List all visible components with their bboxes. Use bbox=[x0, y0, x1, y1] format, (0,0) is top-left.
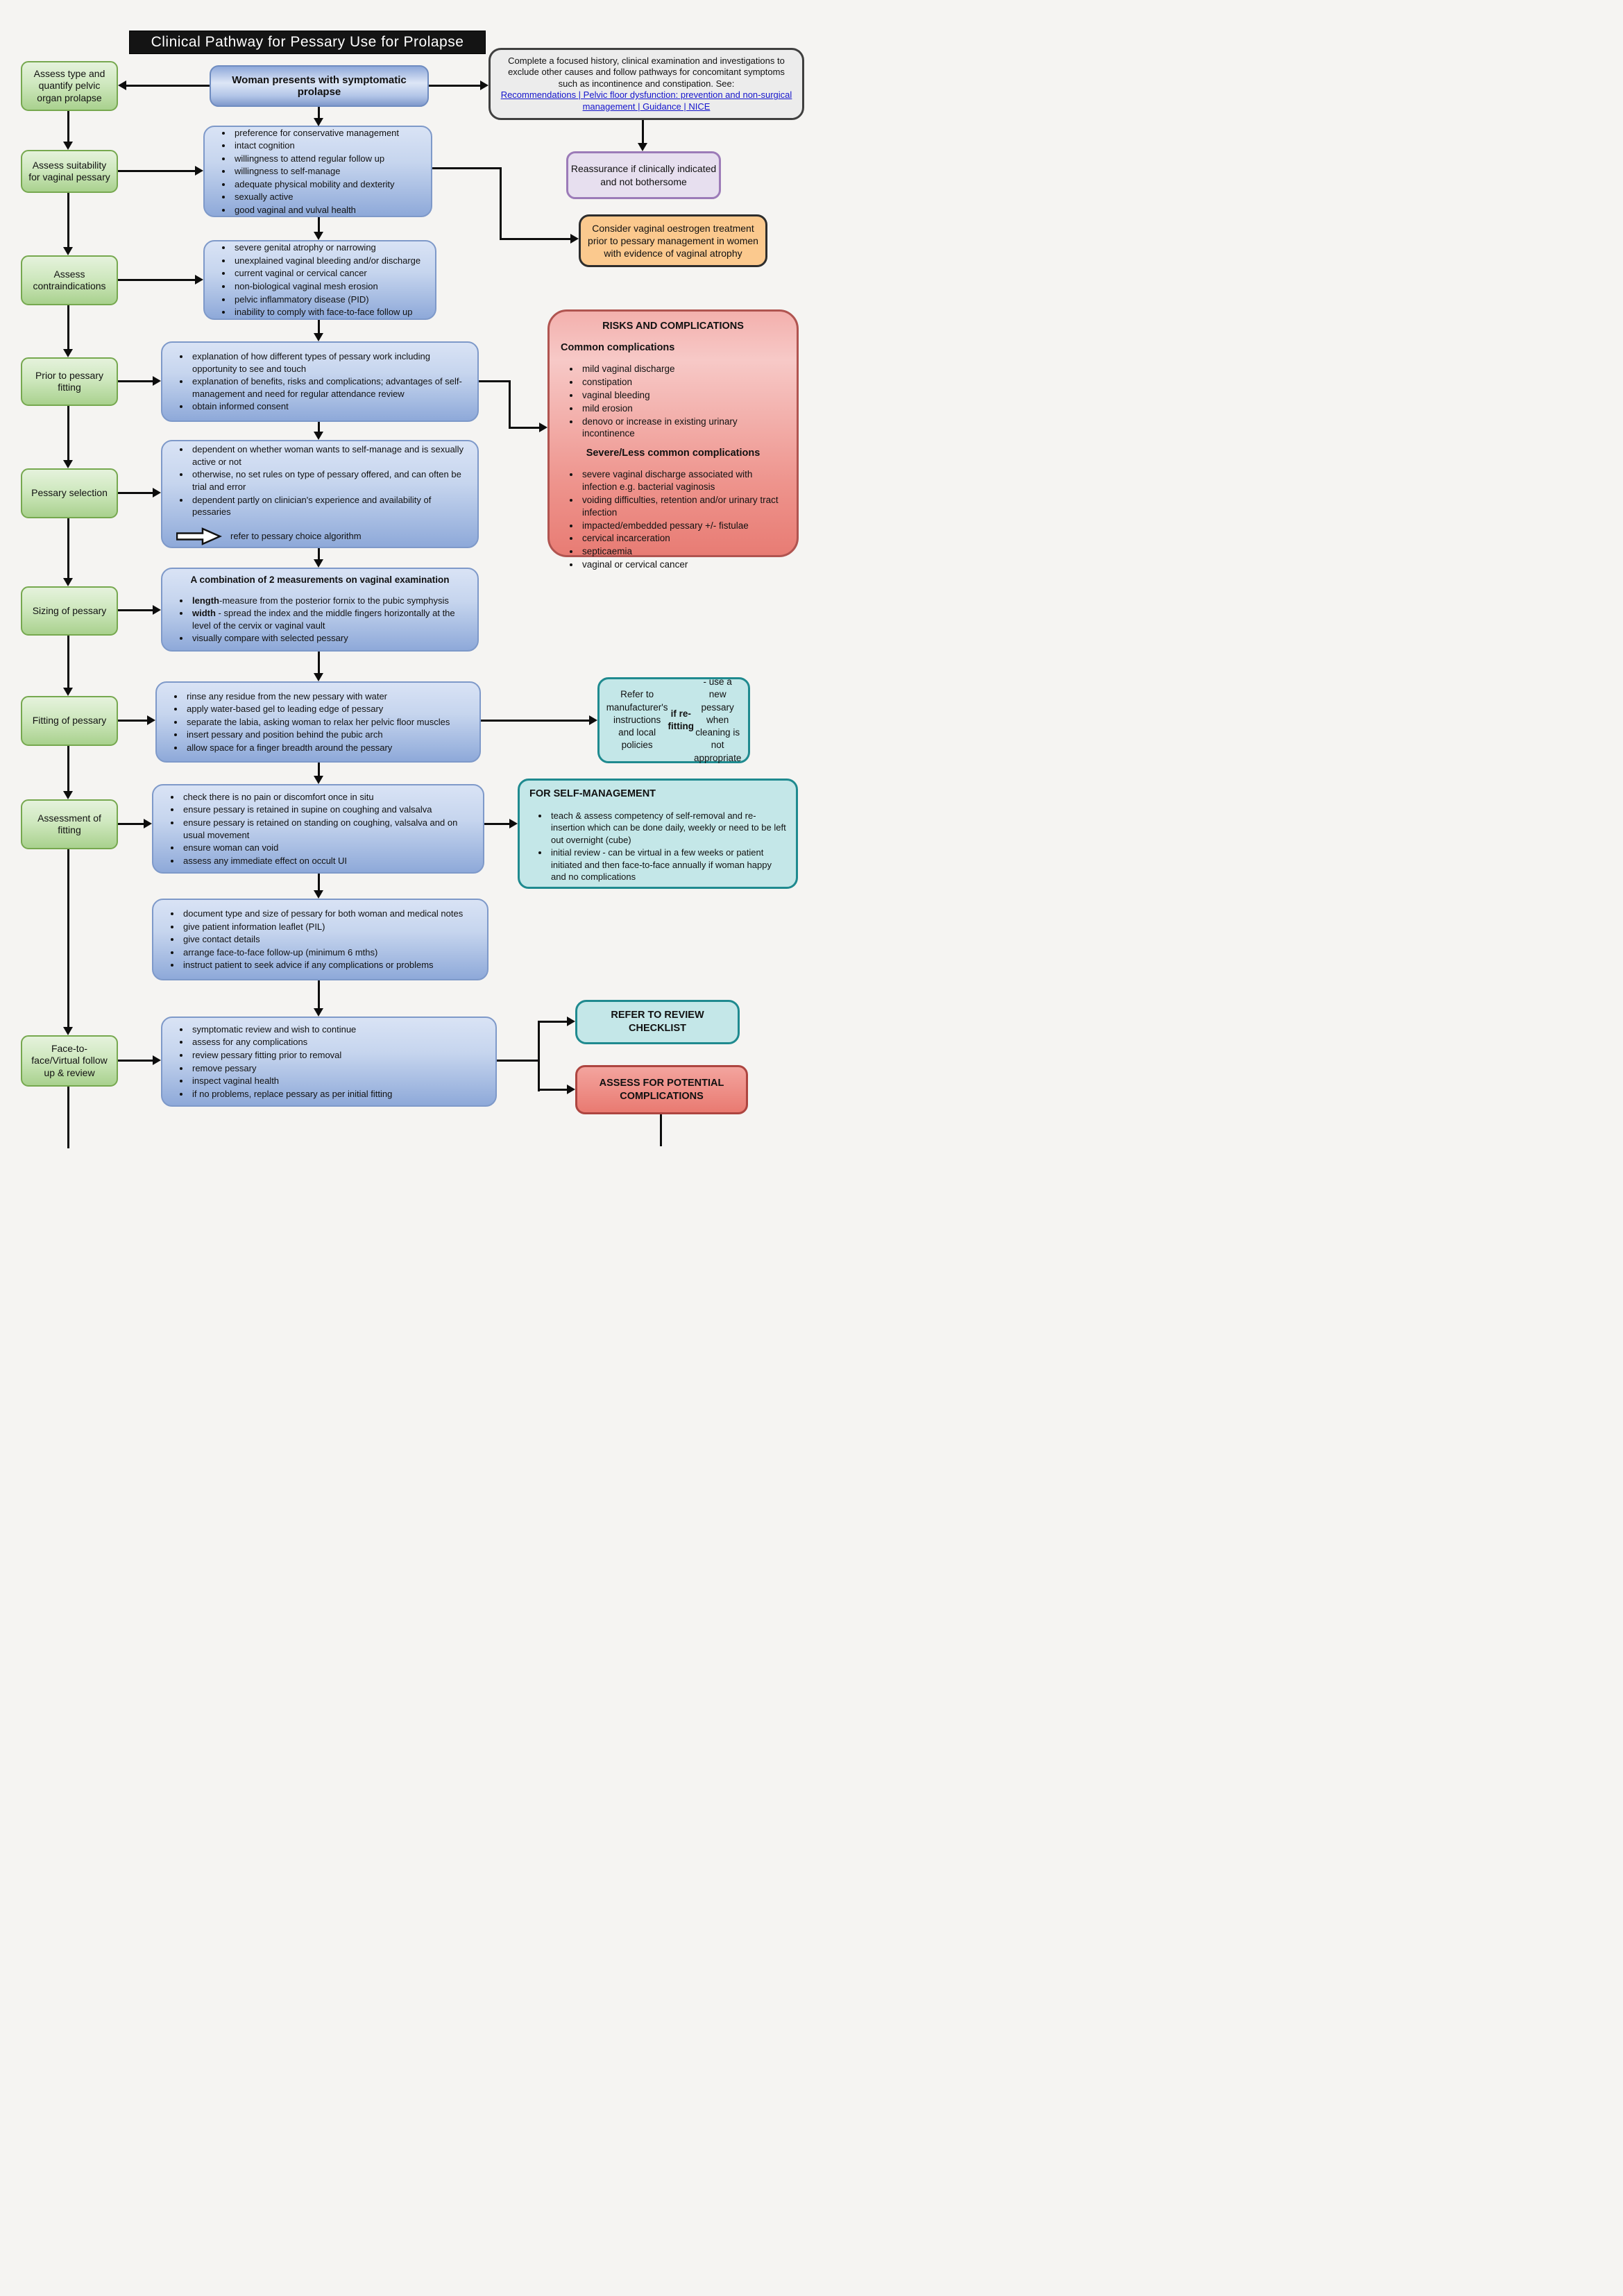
node-followup-review: Face-to-face/Virtual follow up & review bbox=[21, 1035, 118, 1087]
bullet-item: • ensure pessary is retained in supine on coughing and valsalva bbox=[181, 803, 475, 816]
node-fitting: Fitting of pessary bbox=[21, 696, 118, 746]
connector-line bbox=[500, 167, 502, 239]
arrowhead-right bbox=[195, 275, 203, 284]
bullet-item: • pelvic inflammatory disease (PID) bbox=[232, 294, 427, 306]
connector-line bbox=[126, 85, 210, 87]
connector-line bbox=[318, 422, 320, 432]
connector-line bbox=[538, 1021, 567, 1023]
risks-common-heading: Common complications bbox=[561, 342, 675, 354]
risks-severe-heading: Severe/Less common complications bbox=[586, 448, 760, 459]
detail-assessment bbox=[152, 784, 484, 874]
connector-line bbox=[538, 1021, 540, 1091]
bullet-item: • intact cognition bbox=[232, 139, 423, 152]
bullet-item: • initial review - can be virtual in a few weeks or patient initiated and then face-to-face annually if woman happy and no complications bbox=[549, 847, 786, 883]
arrowhead-right bbox=[153, 605, 161, 615]
node-oestrogen: Consider vaginal oestrogen treatment prior to pessary management in women with evidence of vaginal atrophy bbox=[579, 214, 767, 267]
bullet-item: • voiding difficulties, retention and/or urinary tract infection bbox=[580, 494, 785, 519]
arrowhead-right bbox=[539, 423, 547, 432]
bullet-item: • width - spread the index and the middle fingers horizontally at the level of the cervix or vaginal vault bbox=[190, 607, 469, 631]
bullet-item: • willingness to attend regular follow up bbox=[232, 153, 423, 165]
connector-line bbox=[642, 120, 644, 144]
bullet-list bbox=[162, 790, 475, 867]
node-self-management bbox=[518, 779, 798, 889]
arrowhead-down bbox=[314, 559, 323, 568]
bullet-item: • dependent partly on clinician's experience and availability of pessaries bbox=[190, 494, 469, 518]
bullet-item: • teach & assess competency of self-removal and re-insertion which can be done daily, weekly or need to be left out overnight (cube) bbox=[549, 810, 786, 847]
arrowhead-down bbox=[63, 349, 73, 357]
bullet-item: • assess any immediate effect on occult UI bbox=[181, 855, 475, 867]
detail-review bbox=[161, 1017, 497, 1107]
bullet-item: • cervical incarceration bbox=[580, 532, 785, 545]
arrowhead-down bbox=[314, 232, 323, 240]
arrowhead-down bbox=[63, 247, 73, 255]
bullet-list bbox=[165, 690, 471, 755]
selection-note-row bbox=[176, 527, 469, 545]
arrowhead-right bbox=[153, 488, 161, 498]
connector-line bbox=[67, 1087, 69, 1148]
flowchart-canvas bbox=[0, 0, 812, 1148]
bullet-item: • willingness to self-manage bbox=[232, 165, 423, 178]
bullet-list bbox=[171, 443, 469, 518]
connector-line bbox=[660, 1114, 662, 1146]
bullet-item: • give contact details bbox=[181, 933, 479, 946]
connector-line bbox=[500, 238, 570, 240]
arrowhead-right bbox=[567, 1085, 575, 1094]
bullet-item: • severe genital atrophy or narrowing bbox=[232, 241, 427, 254]
arrowhead-down bbox=[63, 578, 73, 586]
node-assess-type: Assess type and quantify pelvic organ prolapse bbox=[21, 61, 118, 111]
arrowhead-down bbox=[314, 432, 323, 440]
connector-line bbox=[318, 652, 320, 674]
bullet-list bbox=[171, 594, 469, 645]
connector-line bbox=[318, 874, 320, 891]
arrowhead-right bbox=[153, 376, 161, 386]
connector-line bbox=[318, 763, 320, 776]
bullet-list bbox=[529, 810, 786, 883]
connector-line bbox=[67, 305, 69, 350]
bullet-item: • ensure woman can void bbox=[181, 842, 475, 854]
connector-line bbox=[509, 380, 511, 429]
arrowhead-down bbox=[314, 890, 323, 899]
arrowhead-right bbox=[144, 819, 152, 828]
node-manufacturer-instructions: Refer to manufacturer's instructions and local policies if re-fitting - use a new pessary when cleaning is not appropriate bbox=[597, 677, 750, 763]
focused-history-text: Complete a focused history, clinical examination and investigations to exclude other causes and follow pathways for concomitant symptoms such as incontinence and constipation. See: bbox=[508, 56, 785, 89]
bullet-item: • severe vaginal discharge associated with infection e.g. bacterial vaginosis bbox=[580, 468, 785, 493]
arrowhead-down bbox=[63, 142, 73, 150]
connector-line bbox=[67, 849, 69, 1028]
arrowhead-down bbox=[314, 333, 323, 341]
connector-line bbox=[118, 170, 196, 172]
bullet-item: • good vaginal and vulval health bbox=[232, 204, 423, 216]
bullet-item: • sexually active bbox=[232, 191, 423, 203]
bullet-item: • ensure pessary is retained on standing on coughing, valsalva and on usual movement bbox=[181, 817, 475, 841]
bullet-item: • dependent on whether woman wants to self-manage and is sexually active or not bbox=[190, 443, 469, 468]
connector-line bbox=[67, 636, 69, 688]
arrowhead-left bbox=[118, 80, 126, 90]
bullet-list bbox=[171, 1023, 487, 1100]
arrowhead-right bbox=[153, 1055, 161, 1065]
connector-line bbox=[484, 823, 509, 825]
bullet-item: • preference for conservative management bbox=[232, 127, 423, 139]
bullet-item: • constipation bbox=[580, 376, 785, 389]
connector-line bbox=[118, 609, 153, 611]
arrowhead-down bbox=[314, 673, 323, 681]
bullet-item: • allow space for a finger breadth around the pessary bbox=[185, 742, 471, 754]
connector-line bbox=[67, 406, 69, 460]
detail-contraindications bbox=[203, 240, 436, 320]
bullet-list bbox=[561, 363, 785, 440]
bullet-item: • visually compare with selected pessary bbox=[190, 632, 469, 645]
bullet-item: • vaginal bleeding bbox=[580, 389, 785, 402]
connector-line bbox=[67, 746, 69, 792]
arrowhead-right bbox=[570, 234, 579, 244]
bullet-item: • current vaginal or cervical cancer bbox=[232, 267, 427, 280]
node-risks-complications bbox=[547, 309, 799, 570]
node-pessary-selection: Pessary selection bbox=[21, 468, 118, 518]
bullet-item: • arrange face-to-face follow-up (minimum 6 mths) bbox=[181, 946, 479, 959]
block-arrow-icon bbox=[176, 527, 222, 545]
connector-line bbox=[429, 85, 482, 87]
bullet-item: • explanation of how different types of pessary work including opportunity to see and touch bbox=[190, 350, 469, 375]
arrowhead-down bbox=[63, 1027, 73, 1035]
connector-line bbox=[118, 823, 144, 825]
connector-line bbox=[432, 167, 502, 169]
node-assess-contraindications: Assess contraindications bbox=[21, 255, 118, 305]
selection-note: refer to pessary choice algorithm bbox=[230, 530, 362, 541]
bullet-item: • give patient information leaflet (PIL) bbox=[181, 921, 479, 933]
bullet-item: • length-measure from the posterior fornix to the pubic symphysis bbox=[190, 595, 469, 607]
connector-line bbox=[509, 427, 540, 429]
bullet-item: • separate the labia, asking woman to relax her pelvic floor muscles bbox=[185, 716, 471, 729]
bullet-item: • symptomatic review and wish to continue bbox=[190, 1023, 487, 1036]
arrowhead-right bbox=[480, 80, 488, 90]
bullet-item: • document type and size of pessary for both woman and medical notes bbox=[181, 908, 479, 920]
bullet-list bbox=[213, 126, 423, 217]
node-sizing: Sizing of pessary bbox=[21, 586, 118, 636]
connector-line bbox=[118, 380, 153, 382]
arrowhead-down bbox=[638, 143, 647, 151]
risks-title: RISKS AND COMPLICATIONS bbox=[602, 321, 744, 332]
arrowhead-down bbox=[63, 688, 73, 696]
connector-line bbox=[481, 720, 589, 722]
bullet-item: • adequate physical mobility and dexterity bbox=[232, 178, 423, 191]
bullet-item: • rinse any residue from the new pessary with water bbox=[185, 690, 471, 703]
connector-line bbox=[318, 217, 320, 232]
bullet-item: • review pessary fitting prior to removal bbox=[190, 1049, 487, 1062]
connector-line bbox=[118, 720, 148, 722]
connector-line bbox=[67, 518, 69, 579]
bullet-item: • otherwise, no set rules on type of pessary offered, and can often be trial and error bbox=[190, 468, 469, 493]
arrowhead-right bbox=[567, 1017, 575, 1026]
bullet-item: • unexplained vaginal bleeding and/or discharge bbox=[232, 255, 427, 267]
arrowhead-down bbox=[314, 1008, 323, 1017]
bullet-item: • apply water-based gel to leading edge of pessary bbox=[185, 703, 471, 715]
connector-line bbox=[118, 1060, 153, 1062]
node-prior-fitting: Prior to pessary fitting bbox=[21, 357, 118, 406]
node-assess-complications: ASSESS FOR POTENTIAL COMPLICATIONS bbox=[575, 1065, 748, 1114]
detail-fitting bbox=[155, 681, 481, 763]
bullet-item: • inability to comply with face-to-face follow up bbox=[232, 306, 427, 318]
connector-line bbox=[497, 1060, 540, 1062]
bullet-item: • mild erosion bbox=[580, 402, 785, 415]
bullet-item: • vaginal or cervical cancer bbox=[580, 559, 785, 571]
connector-line bbox=[318, 320, 320, 334]
bullet-item: • inspect vaginal health bbox=[190, 1075, 487, 1087]
node-start: Woman presents with symptomatic prolapse bbox=[210, 65, 429, 107]
node-reassurance: Reassurance if clinically indicated and not bothersome bbox=[566, 151, 721, 199]
connector-line bbox=[538, 1089, 567, 1091]
bullet-item: • non-biological vaginal mesh erosion bbox=[232, 280, 427, 293]
bullet-item: • denovo or increase in existing urinary incontinence bbox=[580, 416, 785, 441]
node-review-checklist: REFER TO REVIEW CHECKLIST bbox=[575, 1000, 740, 1044]
self-management-title: FOR SELF-MANAGEMENT bbox=[529, 788, 656, 799]
detail-documentation bbox=[152, 899, 488, 980]
arrowhead-right bbox=[589, 715, 597, 725]
bullet-item: • check there is no pain or discomfort once in situ bbox=[181, 791, 475, 803]
connector-line bbox=[318, 980, 320, 1009]
connector-line bbox=[479, 380, 511, 382]
connector-line bbox=[67, 193, 69, 248]
nice-guidance-link[interactable]: Recommendations | Pelvic floor dysfunction: prevention and non-surgical management | Guidance | NICE bbox=[500, 90, 792, 112]
bullet-item: • mild vaginal discharge bbox=[580, 363, 785, 375]
bullet-item: • explanation of benefits, risks and complications; advantages of self-management and need for regular attendance review bbox=[190, 375, 469, 400]
arrowhead-down bbox=[314, 776, 323, 784]
arrowhead-right bbox=[147, 715, 155, 725]
arrowhead-right bbox=[509, 819, 518, 828]
bullet-item: • if no problems, replace pessary as per initial fitting bbox=[190, 1088, 487, 1100]
bullet-list bbox=[162, 907, 479, 972]
node-assessment-fitting: Assessment of fitting bbox=[21, 799, 118, 849]
arrowhead-right bbox=[195, 166, 203, 176]
detail-suitability bbox=[203, 126, 432, 217]
bullet-list bbox=[213, 241, 427, 318]
bullet-list bbox=[171, 350, 469, 414]
page-title: Clinical Pathway for Pessary Use for Prolapse bbox=[129, 31, 486, 54]
node-focused-history bbox=[488, 48, 804, 120]
bullet-item: • assess for any complications bbox=[190, 1036, 487, 1048]
detail-prior-fitting bbox=[161, 341, 479, 422]
detail-sizing bbox=[161, 568, 479, 652]
bullet-item: • instruct patient to seek advice if any complications or problems bbox=[181, 959, 479, 971]
bullet-item: • insert pessary and position behind the pubic arch bbox=[185, 729, 471, 741]
connector-line bbox=[67, 111, 69, 142]
connector-line bbox=[118, 279, 196, 281]
connector-line bbox=[318, 548, 320, 560]
detail-selection bbox=[161, 440, 479, 548]
connector-line bbox=[118, 492, 153, 494]
sizing-heading: A combination of 2 measurements on vaginal examination bbox=[190, 575, 450, 586]
bullet-item: • impacted/embedded pessary +/- fistulae bbox=[580, 520, 785, 532]
bullet-item: • septicaemia bbox=[580, 545, 785, 558]
bullet-list bbox=[561, 468, 785, 571]
arrowhead-down bbox=[63, 460, 73, 468]
bullet-item: • obtain informed consent bbox=[190, 400, 469, 413]
node-assess-suitability: Assess suitability for vaginal pessary bbox=[21, 150, 118, 193]
arrowhead-down bbox=[314, 118, 323, 126]
arrowhead-down bbox=[63, 791, 73, 799]
bullet-item: • remove pessary bbox=[190, 1062, 487, 1075]
